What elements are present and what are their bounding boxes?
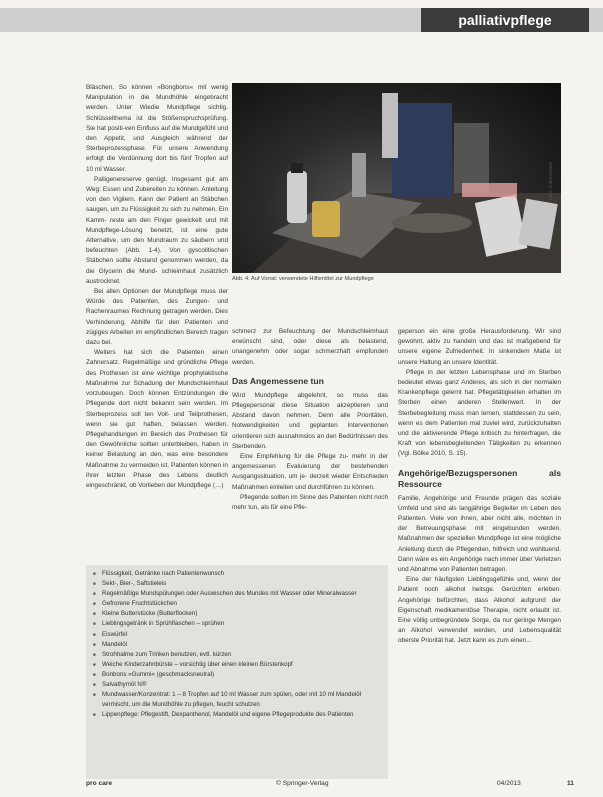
list-item: ■ Kleine Butterstücke (Butterflocken) [102, 609, 380, 619]
list-item: ■ Flüssigkeit, Getränke nach Patientenwunsch [102, 569, 380, 579]
photo-credit: Foto: © Burmeister [548, 161, 553, 200]
list-item: ■ Lippenpflege: Pflegestift, Dexpanthenol, Mandelöl und eigene Pflegeprodukte des Patienten [102, 710, 380, 720]
tips-box [86, 565, 388, 779]
photo-illustration [232, 83, 561, 273]
paragraph: Pflegende sollten im Sinne des Patienten nicht noch mehr tun, als für eine Pfle- [232, 493, 388, 512]
footer-publisher: © Springer-Verlag [276, 780, 329, 787]
list-item: ■ Sekt-, Bier-, Saftstieleis [102, 579, 380, 589]
paragraph: Eine Empfehlung für die Pflege zu- mehr in der angemessenen Evaluierung der bestehenden Ausgangssituation, um je- derzeit wieder Entschieden Maßnahmen einleiten und durchführen zu können. [232, 453, 388, 491]
list-item: ■ Gefrorene Fruchtstückchen [102, 599, 380, 609]
list-item: ■ Salvathymöl N® [102, 680, 380, 690]
paragraph: Palligenereserve genügt. Insgesamt gut am Weg: Essen und Zubereiten zu können. Anleitung von den Vigilern. Kann der Patient an Stäbchen saugen, um zu Flüssigkeit zu sich zu nehmen. Ein Kamm- reste am den Finger gewickelt und mit Mundpflege-Lösung benetzt, ist eine gute Alternative, um den Mundraum zu säubern und befeuchten (Abb. 1-4). Von gyscolitischen Stäbchen sollte Abstand genommen werden, da die Glycerin die Mund- schleimhaut zusätzlich austrocknet. [86, 175, 228, 285]
paragraph: Bläschen. So können »Bongbons« mit wenig Manipulation in die Mundhöhle eingebracht werden. Unter Wiedie Mundpflege sichtig. Schlüsselthema ist die Stößenspruchsprüfung. Sie hat positi-ven Einfluss auf die Mundgefühl und den Appetit, und Ausgleich während der Sterbeprozessphase. Für unsere Anwendung erfolgt die Verdünnung dort bis fünf Tropfen auf 10 ml Wasser. [86, 84, 228, 173]
paragraph: Bei allen Optionen der Mundpflege muss der Würde des Patienten, des Zungen- und Rachenraumes Rechnung getragen werden. Dies Verhinderung, Abhilfe für den Patienten und zügiges Arbeiten im empfindlichen Bereich tragen dazu bei. [86, 288, 228, 347]
subheading: Angehörige/Bezugspersonen als Ressource [398, 467, 561, 489]
paragraph: Pflege in der letzten Lebensphase und im Sterben bedeutet etwas ganz Anderes, als sich in der normalen Krankenpflege gelernt hat. Pflegetätigkeiten erhalten im Sterben einen anderen Stellenwert. In der Sterbebegleitung muss man lernen, stattdessen zu sein, wenn es dem Patienten mal zuviel wird, zurückzuhalten und die aktivierende Pflege kritisch zu hinterfragen, die Kraft von lebensbegleitenden Tätigkeiten zu erkennen (Vgl. Bölke 2010, S. 15). [398, 368, 561, 458]
list-item: ■ Bonbons »Gummi« (geschmacksneutral) [102, 670, 380, 680]
page-number: 11 [567, 780, 574, 787]
list-item: ■ Strohhalme zum Trinken benutzen, evtl. kürzen [102, 650, 380, 660]
paragraph: geperson ein eine große Herausforderung. Wir sind gewohnt, aktiv zu handeln und das ist maßgebend für unsere eigene Zufriedenheit. In sinkendem Maße ist unsere Haltung an unsere Identität. [398, 328, 561, 366]
column-right [398, 327, 561, 647]
paragraph: Eine der häufigsten Lieblingsgefühle und, wenn der Patient noch alkohol heitsge. Gerüchten erleben. Angehörige befürchten, dass Alkohol aufgrund der Eigenschaft medikamentöse Therapie, nicht erlaubt ist. Eine völlig unbegründete Sorge, da nur geringe Mengen an Alkohol verwendet werden, und Lebensqualität oberste Priorität hat. Jetzt kann es zum einen... [398, 576, 561, 645]
list-item: ■ Mundwasser/Konzentrat: 1 – 8 Tropfen auf 10 ml Wasser zum spülen, oder mit 10 ml Mandelöl vermischt, um die Mundhöhle zu pflegen, feucht schutzen [102, 690, 380, 710]
paragraph: schmerz zur Befeuchtung der Mundschleimhaut erwünscht sind, oder diese als belastend, unangenehm oder sogar schmerzhaft empfunden werden. [232, 328, 388, 366]
paragraph: Wird Mundpflege abgelehnt, so muss das Pflegepersonal diese Situation akzeptieren und Abstand davon nehmen. Denn alle Prioritäten, Notwendigkeiten und geplanten Interventionen orientieren sich ausnahmslos an den Bedürfnissen des Sterbenden. [232, 391, 388, 450]
list-item: ■ Lieblingsgetränk in Sprühflaschen – sprühen [102, 619, 380, 629]
column-left [86, 83, 228, 491]
photo-caption: Abb. 4: Auf Vorrat: verwendete Hilfsmittel zur Mundpflege [232, 276, 374, 282]
list-item: ■ Weiche Kinderzahnbürste – vorsichtig über einen kleinen Bürstenkopf [102, 660, 380, 670]
footer-journal: pro care [86, 780, 113, 787]
tips-list [86, 565, 388, 720]
list-item: ■ Mandelöl [102, 640, 380, 650]
subheading: Das Angemessene tun [232, 375, 324, 386]
list-item: ■ Regelmäßige Mundspülungen oder Auswischen des Mundes mit Wasser oder Mineralwasser [102, 589, 380, 599]
mouth-care-photo [232, 83, 561, 273]
paragraph: Weiters hat sich die Patienten einen Zahnersatz. Regelmäßige und gründliche Pflege des Prothesen ist eine wichtige prophylaktische Maßnahme zur Schadung der Mundschleimhaut vorzubeugen. Doch können Entzündungen die Pflegende dort nicht bekannt sein werden. Im Sterbeprozess soll ten Voll- und Teilprothesen, wenn sie gut haften, belassen werden. Pflegehandlungen im Bereich des Prothesen für den Gewöhnliche sollten unterbleiben, haben in keiner Belastung an den, was eine besondere Maßnahme zu vermeiden ist. Patienten können in ihrer letzten Phase des Lebens deutlich eingeschränkt, ob Vorlieben der Mundpflege (…) [86, 349, 228, 489]
list-item: ■ Eiswürfel [102, 630, 380, 640]
footer-issue: 04/2013 [497, 780, 521, 787]
paragraph: Familie, Angehörige und Freunde prägen das soziale Umfeld und sind als langjährige Begleiter im Leben des Patienten. Viele von ihnen, aber nicht alle, möchten in der Betreuungsphase mit eingebunden werden. Maßnahmen der speziellen Mundpflege ist eine mögliche Anleitung durch die Pflegenden, hilfreich und wohltuend. Dann wäre es ein Angehörige nach immer über Verletzen und Abnahme von Patienten betragen. [398, 494, 561, 574]
column-middle [232, 327, 388, 513]
section-title: palliativpflege [421, 8, 589, 32]
